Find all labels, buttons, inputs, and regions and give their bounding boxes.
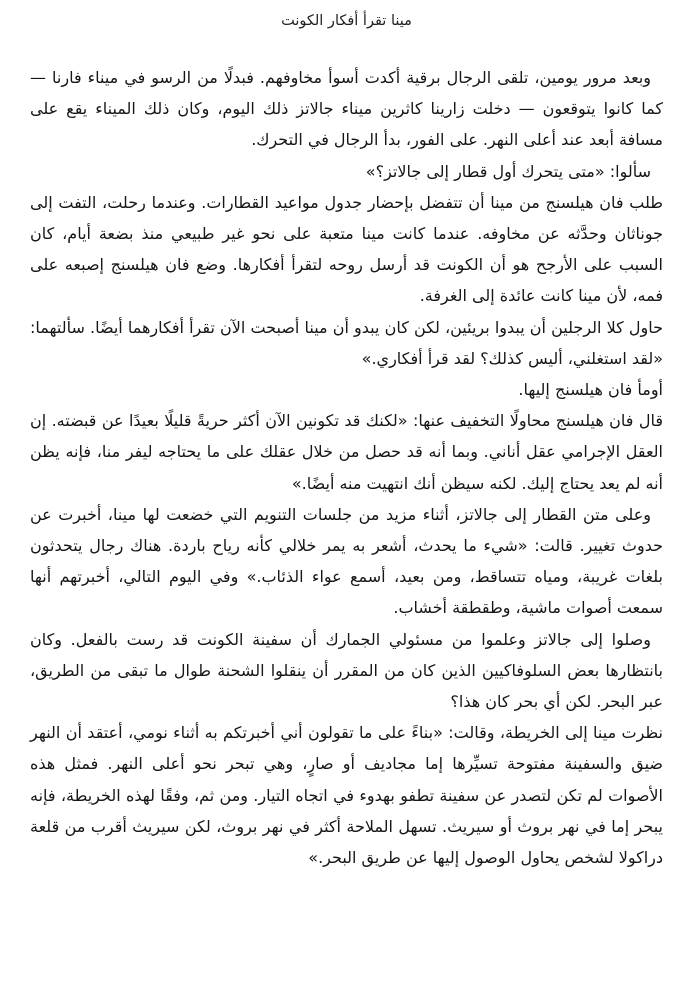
paragraph-4: حاول كلا الرجلين أن يبدوا بريئين، لكن كان يبدو أن مينا أصبحت الآن تقرأ أفكارهما أيضًا. سألتهما: «لقد استغلني، أليس كذلك؟ لقد قرأ أفكاري.» bbox=[30, 317, 663, 368]
paragraph-8: وصلوا إلى جالاتز وعلموا من مسئولي الجمارك أن سفينة الكونت قد رست بالفعل. وكان بانتظارها بعض السلوفاكيين الذين كان من المقرر أن ينقلوا الشحنة طوال ما تبقى من الطريق، عبر البحر. لكن أي بحر كان هذا؟ bbox=[30, 629, 663, 712]
paragraph-3: طلب فان هيلسنج من مينا أن تتفضل بإحضار جدول مواعيد القطارات. وعندما رحلت، التفت إلى جوناثان وحدَّثه عن مخاوفه. عندما كانت مينا متعبة على نحو غير طبيعي منذ بضعة أيام، كان السبب على الأرجح هو أن الكونت قد أرسل روحه لتقرأ أفكارها. وضع فان هيلسنج إصبعه على فمه، لأن مينا كانت عائدة إلى الغرفة. bbox=[30, 192, 663, 306]
paragraph-6: قال فان هيلسنج محاولًا التخفيف عنها: «لكنك قد تكونين الآن أكثر حريةً قليلًا بعيدًا عن قبضته. إن العقل الإجرامي عقل أناني. وبما أنه قد حصل من خلال عقلك على ما يحتاجه ليفر منا، فإنه يظن أنه لم يعد يحتاج إليك. لكنه سيظن أنك انتهيت منه أيضًا.» bbox=[30, 411, 663, 493]
paragraph-1: وبعد مرور يومين، تلقى الرجال برقية أكدت أسوأ مخاوفهم. فبدلًا من الرسو في ميناء فارنا — كما كانوا يتوقعون — دخلت زارينا كاثرين ميناء جالاتز ذلك اليوم، وكان ذلك الميناء يقع على مسافة أبعد عند أعلى النهر. على الفور، بدأ الرجال في التحرك. bbox=[30, 68, 663, 150]
paragraph-9: نظرت مينا إلى الخريطة، وقالت: «بناءً على ما تقولون أني أخبرتكم به أثناء نومي، أعتقد أن النهر ضيق والسفينة مفتوحة تسيِّرها إما مجاديف أو صارٍ، وهي تبحر نحو أعلى النهر. فمثل هذه الأصوات لم تكن لتصدر عن سفينة تطفو بهدوء في اتجاه التيار. ومن ثم، وفقًا لهذه الخريطة، فإنه يبحر إما في نهر بروث أو سيريث. تسهل الملاحة أكثر في نهر بروث، لكن سيريث أقرب من قلعة دراكولا لشخص يحاول الوصول إليها عن طريق البحر.» bbox=[30, 723, 663, 868]
paragraph-2: سألوا: «متى يتحرك أول قطار إلى جالاتز؟» bbox=[365, 161, 651, 181]
paragraph-7: وعلى متن القطار إلى جالاتز، أثناء مزيد من جلسات التنويم التي خضعت لها مينا، أخبرت عن حدوث تغيير. قالت: «شيء ما يحدث، أشعر به يمر خلالي كأنه رياح باردة. هناك رجال يتحدثون بلغات غريبة، ومياه تتساقط، ومن بعيد، أسمع عواء الذئاب.» وفي اليوم التالي، أخبرتهم أنها سمعت أصوات ماشية، وطقطقة أخشاب. bbox=[30, 504, 663, 618]
body-text bbox=[30, 62, 663, 873]
paragraph-5: أومأ فان هيلسنج إليها. bbox=[518, 380, 663, 400]
running-title: مينا تقرأ أفكار الكونت bbox=[281, 13, 412, 29]
book-page bbox=[30, 0, 663, 1000]
